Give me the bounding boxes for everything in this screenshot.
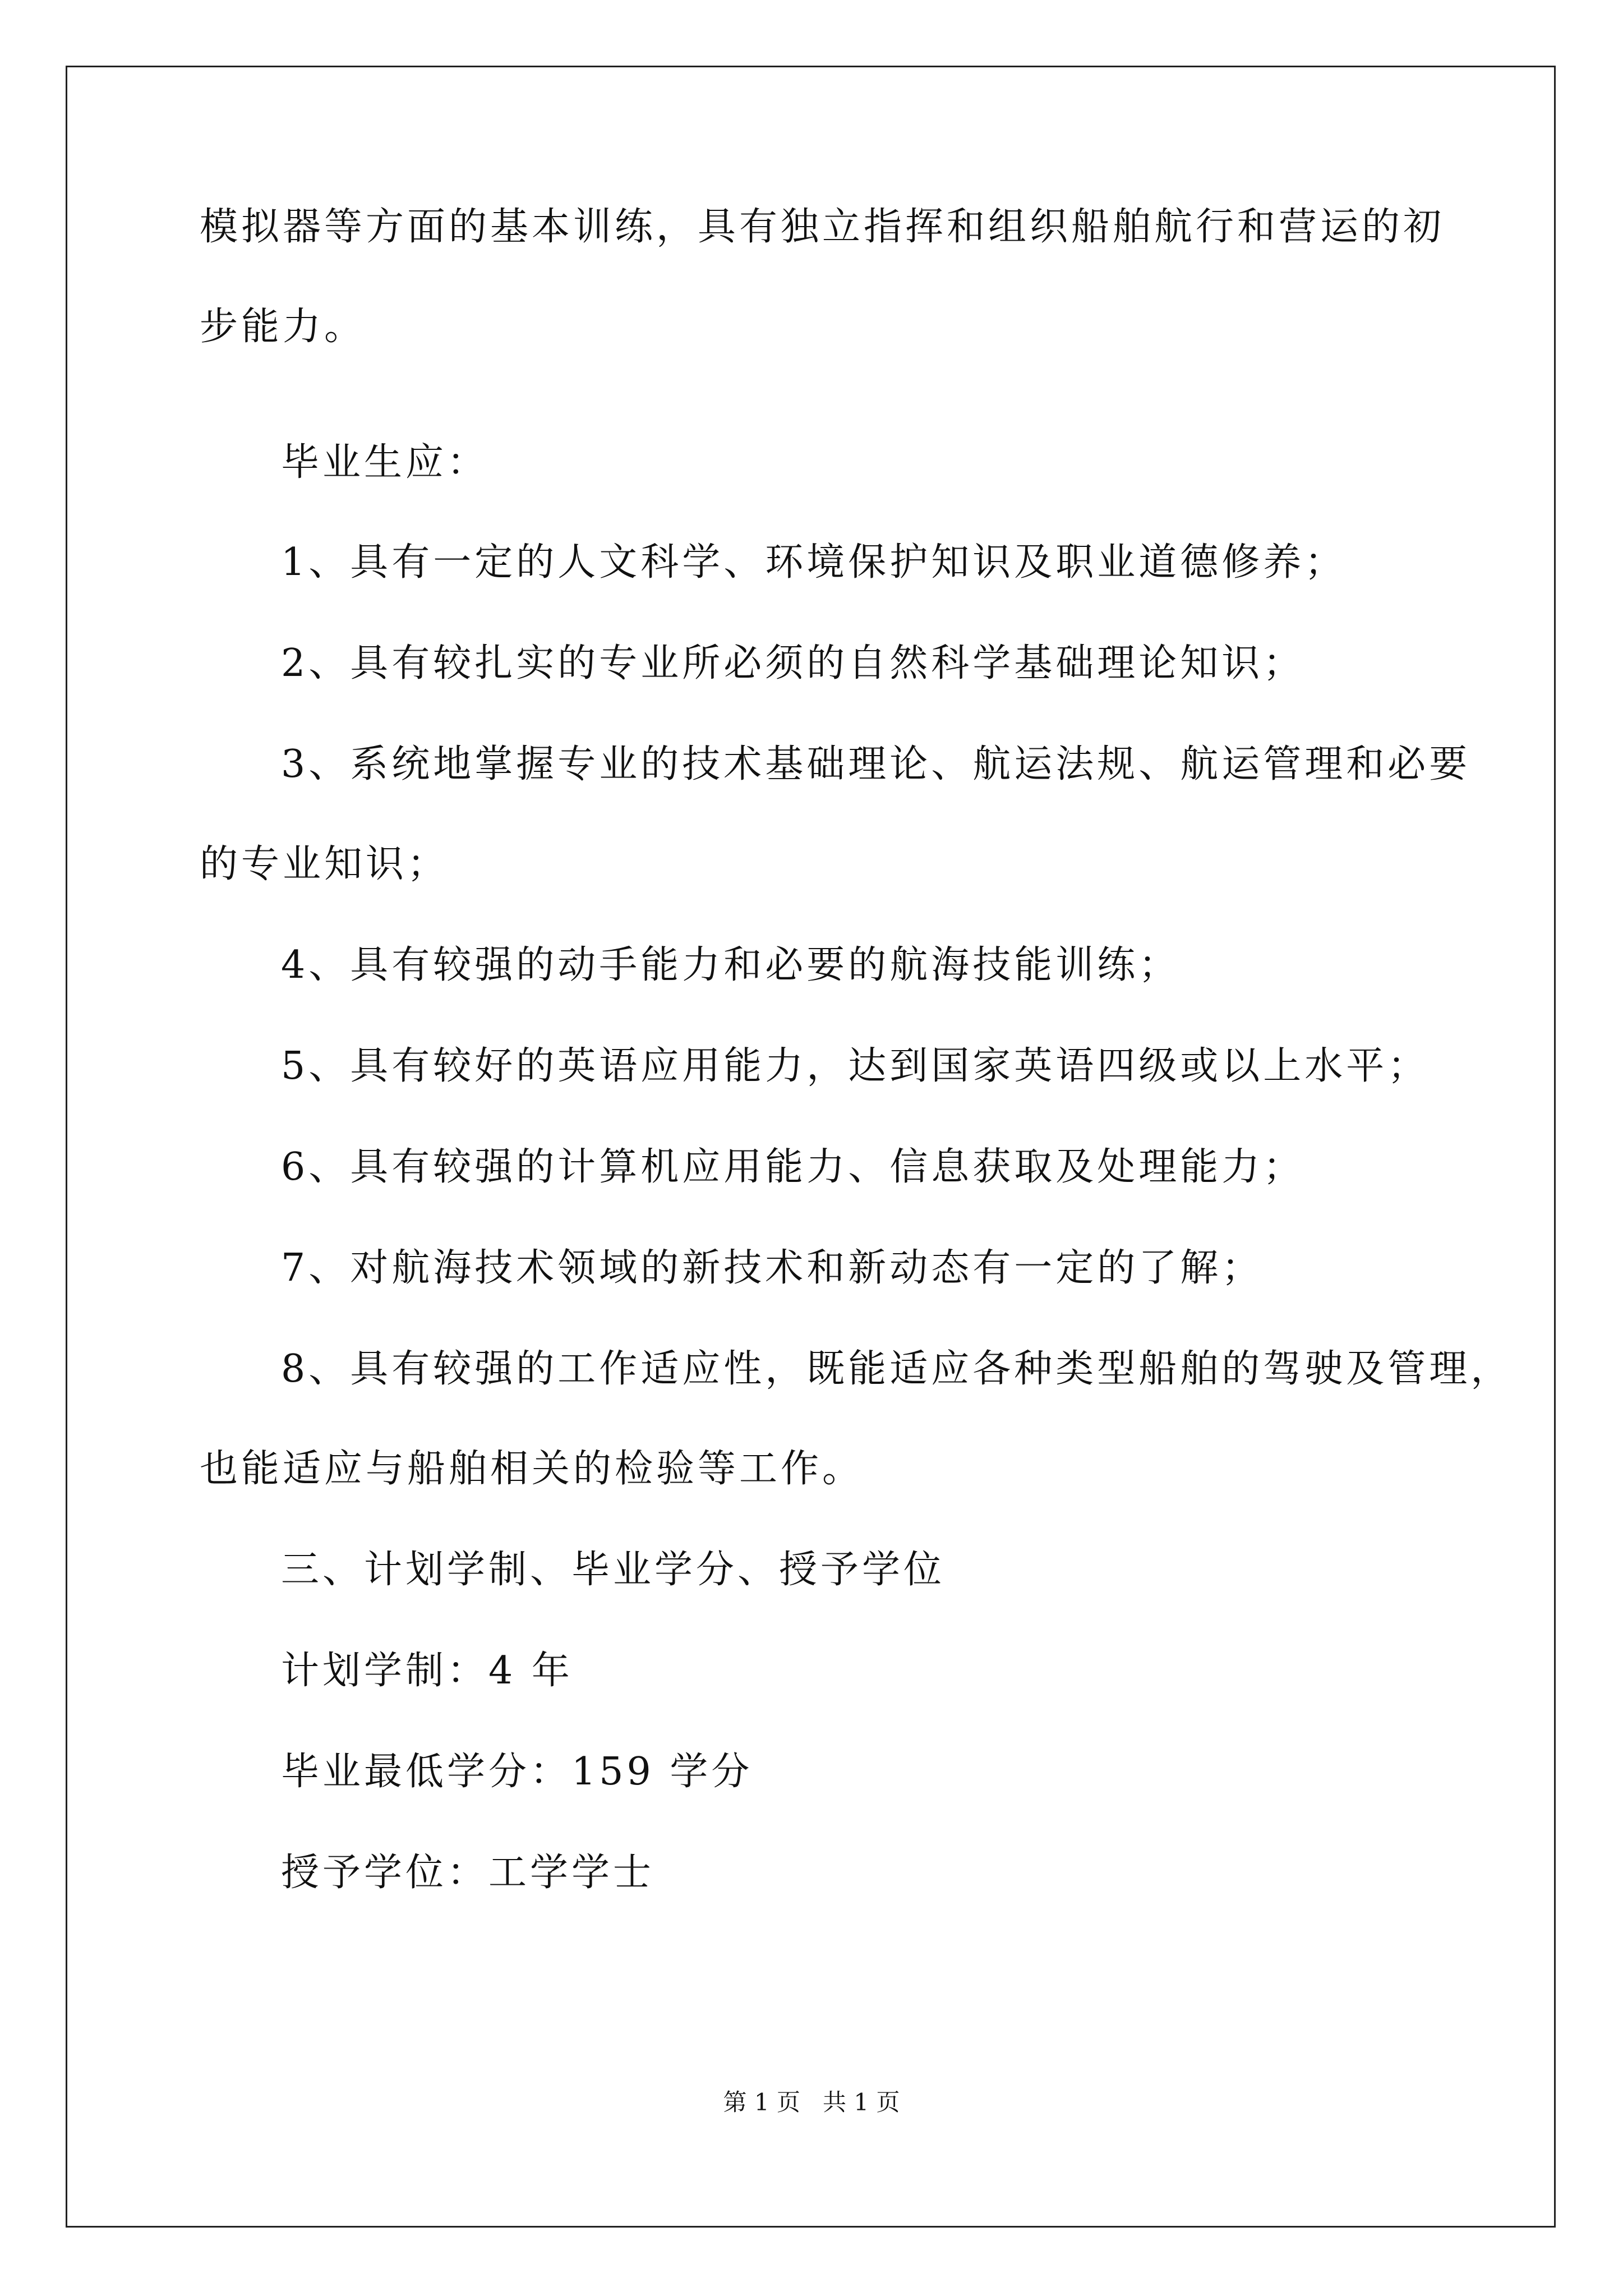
paragraph-heading: 毕业生应： [281, 440, 489, 485]
paragraph-line: 步能力。 [200, 305, 366, 349]
list-item: 3、系统地掌握专业的技术基础理论、航运法规、航运管理和必要 [281, 742, 1471, 786]
section-heading: 三、计划学制、毕业学分、授予学位 [281, 1548, 946, 1592]
study-duration: 计划学制：4 年 [281, 1649, 573, 1693]
list-item-continuation: 的专业知识； [200, 842, 449, 886]
list-item: 6、具有较强的计算机应用能力、信息获取及处理能力； [281, 1145, 1305, 1189]
paragraph-line: 模拟器等方面的基本训练，具有独立指挥和组织船舶航行和营运的初 [200, 205, 1445, 249]
list-item: 1、具有一定的人文科学、环境保护知识及职业道德修养； [281, 540, 1347, 585]
list-item-continuation: 也能适应与船舶相关的检验等工作。 [200, 1447, 864, 1491]
list-item: 5、具有较好的英语应用能力，达到国家英语四级或以上水平； [281, 1044, 1430, 1088]
degree-awarded: 授予学位：工学学士 [281, 1851, 655, 1895]
list-item: 2、具有较扎实的专业所必须的自然科学基础理论知识； [281, 641, 1305, 685]
list-item: 4、具有较强的动手能力和必要的航海技能训练； [281, 943, 1181, 987]
minimum-credits: 毕业最低学分：159 学分 [281, 1750, 753, 1794]
page-number-footer: 第 1 页 共 1 页 [723, 2088, 900, 2116]
list-item: 7、对航海技术领域的新技术和新动态有一定的了解； [281, 1246, 1264, 1290]
list-item: 8、具有较强的工作适应性，既能适应各种类型船舶的驾驶及管理， [281, 1347, 1513, 1391]
